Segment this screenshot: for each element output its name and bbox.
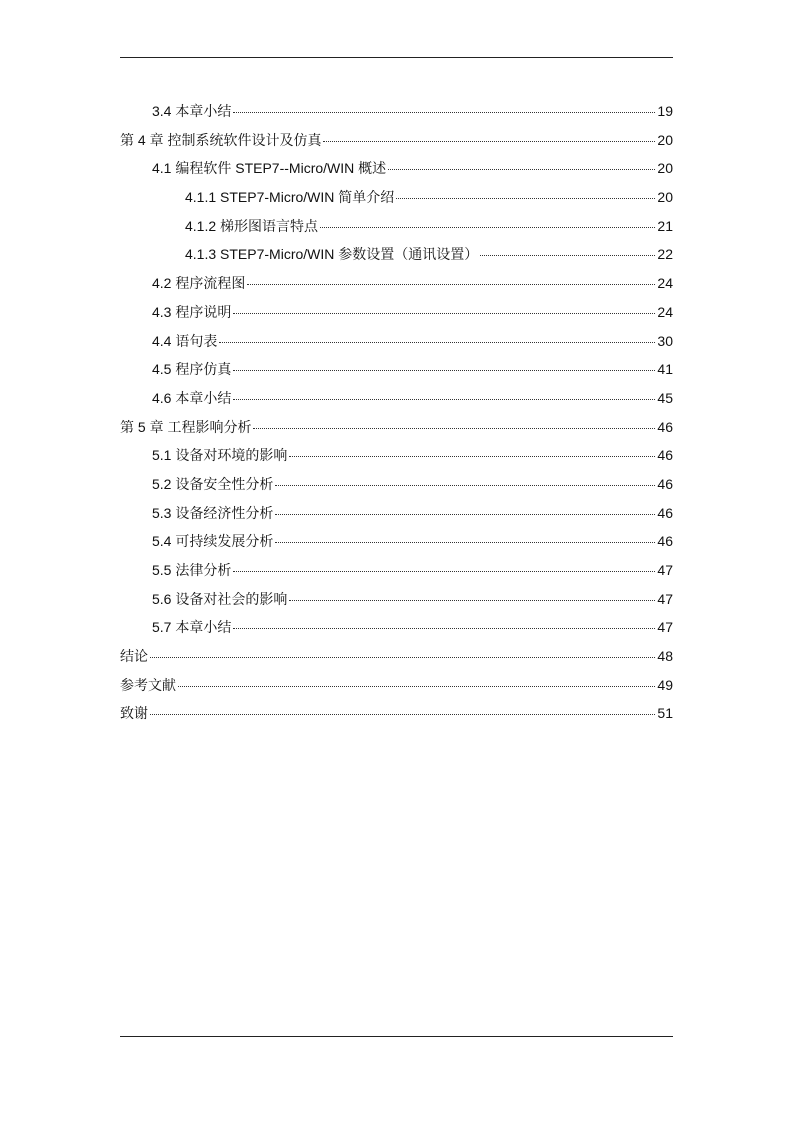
toc-entry-page-number: 19 — [657, 103, 673, 119]
toc-entry-page-number: 41 — [657, 361, 673, 378]
toc-entry-title: 4.1.1 STEP7-Micro/WIN 简单介绍 — [185, 189, 395, 206]
toc-dot-leader — [150, 714, 655, 715]
toc-entry-title: 4.1.2 梯形图语言特点 — [185, 217, 319, 234]
toc-entry-title: 第 4 章 控制系统软件设计及仿真 — [120, 131, 322, 148]
toc-dot-leader — [323, 141, 655, 142]
toc-dot-leader — [150, 657, 655, 658]
toc-entry[interactable] — [120, 613, 673, 642]
toc-entry[interactable] — [120, 126, 673, 155]
toc-entry-page-number: 47 — [657, 590, 673, 607]
toc-entry-page-number: 22 — [657, 246, 673, 263]
toc-dot-leader — [388, 169, 655, 170]
toc-entry-page-number: 21 — [657, 217, 673, 234]
toc-entry-page-number: 20 — [657, 131, 673, 148]
toc-entry-title: 5.2 设备安全性分析 — [152, 475, 274, 492]
toc-dot-leader — [233, 112, 655, 113]
toc-entry-page-number: 24 — [657, 275, 673, 292]
toc-entry[interactable] — [120, 355, 673, 384]
toc-entry-title: 第 5 章 工程影响分析 — [120, 418, 252, 435]
toc-entry-title: 4.3 程序说明 — [152, 303, 232, 320]
toc-entry-title: 参考文献 — [120, 676, 176, 693]
toc-entry[interactable] — [120, 556, 673, 585]
toc-entry-title: 3.4 本章小结 — [152, 103, 232, 119]
toc-entry[interactable] — [120, 499, 673, 528]
toc-entry-title: 4.5 程序仿真 — [152, 361, 232, 378]
header-rule — [120, 57, 673, 58]
toc-entry-title: 致谢 — [120, 705, 148, 722]
toc-dot-leader — [320, 227, 655, 228]
toc-dot-leader — [275, 485, 655, 486]
toc-entry-page-number: 46 — [657, 447, 673, 464]
toc-dot-leader — [233, 571, 655, 572]
toc-entry[interactable] — [120, 269, 673, 298]
toc-entry-page-number: 46 — [657, 504, 673, 521]
toc-entry-title: 5.1 设备对环境的影响 — [152, 447, 288, 464]
toc-entry-title: 5.3 设备经济性分析 — [152, 504, 274, 521]
toc-entry-title: 5.4 可持续发展分析 — [152, 533, 274, 550]
toc-entry[interactable] — [120, 671, 673, 700]
footer-rule — [120, 1036, 673, 1037]
toc-entry[interactable] — [120, 183, 673, 212]
toc-entry[interactable] — [120, 642, 673, 671]
toc-entry-title: 4.1.3 STEP7-Micro/WIN 参数设置（通讯设置） — [185, 246, 479, 263]
toc-entry-page-number: 49 — [657, 676, 673, 693]
toc-dot-leader — [275, 514, 655, 515]
toc-entry-page-number: 24 — [657, 303, 673, 320]
toc-entry-page-number: 46 — [657, 475, 673, 492]
toc-entry[interactable] — [120, 699, 673, 728]
toc-entry[interactable] — [120, 413, 673, 442]
table-of-contents — [120, 97, 673, 728]
toc-entry-title: 5.5 法律分析 — [152, 562, 232, 578]
toc-dot-leader — [275, 542, 655, 543]
toc-entry-page-number: 46 — [657, 533, 673, 550]
toc-entry[interactable] — [120, 527, 673, 556]
toc-entry[interactable] — [120, 298, 673, 327]
toc-entry-title: 结论 — [120, 648, 148, 665]
toc-dot-leader — [253, 428, 655, 429]
toc-entry-page-number: 48 — [657, 648, 673, 665]
toc-dot-leader — [178, 686, 655, 687]
toc-dot-leader — [480, 255, 655, 256]
toc-entry[interactable] — [120, 240, 673, 269]
toc-dot-leader — [247, 284, 655, 285]
toc-dot-leader — [233, 628, 655, 629]
toc-entry-page-number: 47 — [657, 619, 673, 636]
toc-dot-leader — [233, 313, 655, 314]
toc-entry[interactable] — [120, 441, 673, 470]
toc-entry-title: 5.7 本章小结 — [152, 619, 232, 636]
toc-entry-page-number: 46 — [657, 418, 673, 435]
toc-entry-page-number: 51 — [657, 705, 673, 722]
toc-dot-leader — [219, 342, 655, 343]
toc-entry-title: 4.1 编程软件 STEP7--Micro/WIN 概述 — [152, 160, 387, 177]
toc-entry[interactable] — [120, 585, 673, 614]
toc-dot-leader — [233, 370, 655, 371]
toc-entry-page-number: 47 — [657, 562, 673, 578]
toc-entry-page-number: 20 — [657, 189, 673, 206]
toc-entry-title: 5.6 设备对社会的影响 — [152, 590, 288, 607]
toc-entry-page-number: 45 — [657, 389, 673, 406]
toc-dot-leader — [289, 600, 655, 601]
toc-entry[interactable] — [120, 212, 673, 241]
toc-entry[interactable] — [120, 97, 673, 126]
toc-entry[interactable] — [120, 470, 673, 499]
toc-entry[interactable] — [120, 384, 673, 413]
toc-dot-leader — [396, 198, 655, 199]
toc-dot-leader — [289, 456, 655, 457]
toc-entry[interactable] — [120, 154, 673, 183]
toc-entry-title: 4.4 语句表 — [152, 332, 218, 349]
toc-dot-leader — [233, 399, 655, 400]
toc-entry-page-number: 30 — [657, 332, 673, 349]
toc-entry[interactable] — [120, 327, 673, 356]
toc-entry-title: 4.6 本章小结 — [152, 389, 232, 406]
toc-entry-title: 4.2 程序流程图 — [152, 275, 246, 292]
toc-entry-page-number: 20 — [657, 160, 673, 177]
